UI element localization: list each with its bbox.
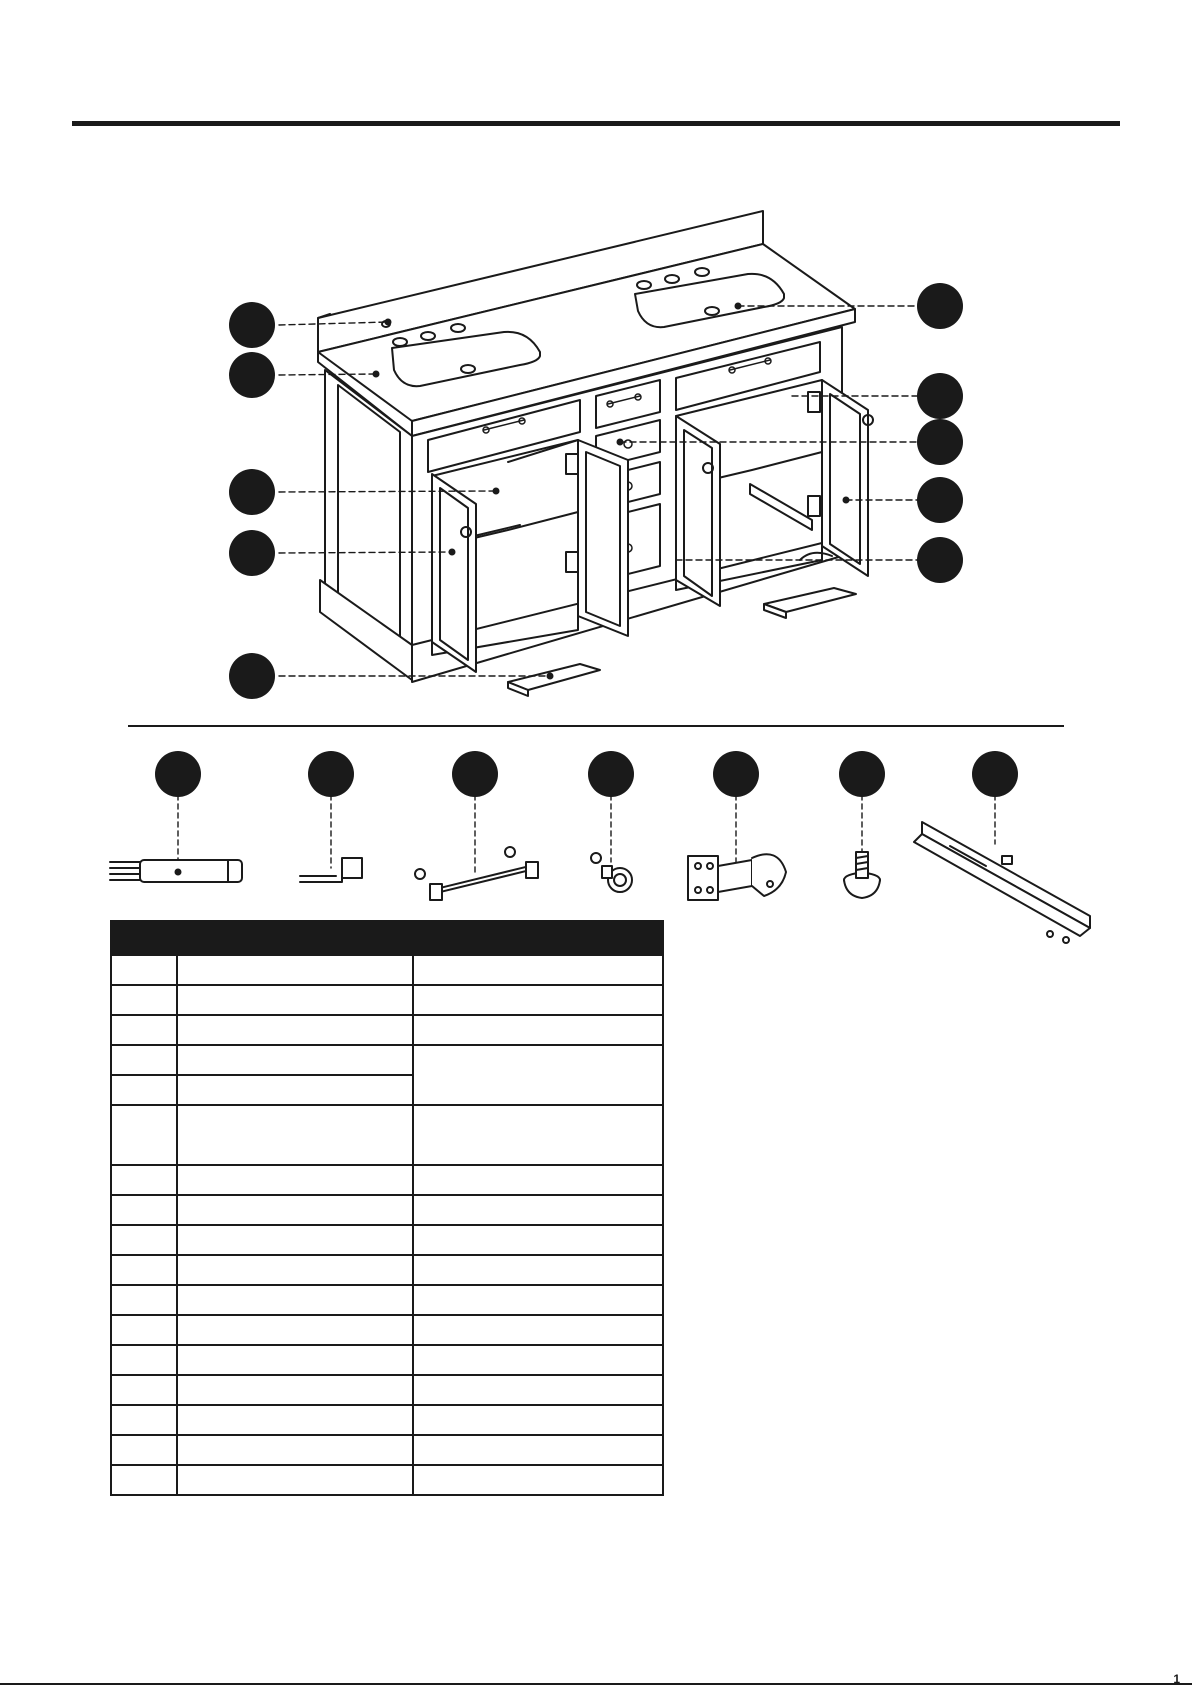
filled-circle-icon	[452, 751, 498, 797]
part-key	[111, 955, 177, 985]
table-row	[111, 1465, 663, 1495]
part-qty	[413, 1225, 663, 1255]
part-key	[111, 1105, 177, 1165]
part-key	[111, 1165, 177, 1195]
part-qty	[413, 1345, 663, 1375]
filled-circle-icon	[713, 751, 759, 797]
part-qty	[413, 1375, 663, 1405]
table-row	[111, 1225, 663, 1255]
part-key	[111, 1195, 177, 1225]
part-name	[177, 1465, 413, 1495]
part-name	[177, 1045, 413, 1075]
part-key	[111, 1015, 177, 1045]
part-name	[177, 1435, 413, 1465]
part-key	[111, 985, 177, 1015]
column-header-key	[111, 921, 177, 955]
table-row	[111, 955, 663, 985]
part-qty	[413, 955, 663, 985]
table-row	[111, 1285, 663, 1315]
part-qty	[413, 1315, 663, 1345]
page-number: 1	[1173, 1672, 1180, 1686]
part-name	[177, 1075, 413, 1105]
part-qty	[413, 1105, 663, 1165]
part-key	[111, 1075, 177, 1105]
part-key	[111, 1045, 177, 1075]
part-name	[177, 1285, 413, 1315]
wrench-icon	[110, 860, 242, 882]
filled-circle-icon	[155, 751, 201, 797]
part-key	[111, 1225, 177, 1255]
part-key	[111, 1345, 177, 1375]
filled-circle-icon	[308, 751, 354, 797]
table-row	[111, 1105, 663, 1165]
part-key	[111, 1315, 177, 1345]
part-key	[111, 1375, 177, 1405]
table-row	[111, 985, 663, 1015]
part-qty	[413, 1045, 663, 1105]
part-key	[111, 1255, 177, 1285]
table-row	[111, 1015, 663, 1045]
column-header-qty	[413, 921, 663, 955]
part-name	[177, 955, 413, 985]
leveling-foot-icon	[844, 852, 880, 898]
filled-circle-icon	[839, 751, 885, 797]
part-qty	[413, 1015, 663, 1045]
table-row	[111, 1375, 663, 1405]
part-name	[177, 1375, 413, 1405]
column-header-name	[177, 921, 413, 955]
part-name	[177, 1165, 413, 1195]
part-qty	[413, 1405, 663, 1435]
part-name	[177, 1345, 413, 1375]
part-qty	[413, 1255, 663, 1285]
table-row	[111, 1405, 663, 1435]
filled-circle-icon	[588, 751, 634, 797]
part-name	[177, 1015, 413, 1045]
part-name	[177, 1105, 413, 1165]
part-qty	[413, 1195, 663, 1225]
part-name	[177, 1195, 413, 1225]
part-name	[177, 1315, 413, 1345]
part-name	[177, 985, 413, 1015]
part-key	[111, 1465, 177, 1495]
table-header-row	[111, 921, 663, 955]
part-qty	[413, 1165, 663, 1195]
part-qty	[413, 1285, 663, 1315]
part-name	[177, 1255, 413, 1285]
parts-list-table	[110, 920, 664, 1496]
part-name	[177, 1225, 413, 1255]
hardware-leaders	[178, 795, 995, 876]
table-row	[111, 1315, 663, 1345]
part-name	[177, 1405, 413, 1435]
table-row	[111, 1435, 663, 1465]
part-qty	[413, 985, 663, 1015]
part-key	[111, 1435, 177, 1465]
hinge-icon	[688, 854, 786, 900]
part-key	[111, 1405, 177, 1435]
part-qty	[413, 1435, 663, 1465]
table-row	[111, 1165, 663, 1195]
table-row	[111, 1045, 663, 1075]
drawer-slide-icon	[914, 822, 1090, 943]
part-qty	[413, 1465, 663, 1495]
table-row	[111, 1255, 663, 1285]
table-row	[111, 1195, 663, 1225]
filled-circle-icon	[972, 751, 1018, 797]
part-key	[111, 1285, 177, 1315]
table-row	[111, 1345, 663, 1375]
bar-handle-icon	[415, 847, 538, 900]
hardware-markers	[155, 751, 1018, 797]
